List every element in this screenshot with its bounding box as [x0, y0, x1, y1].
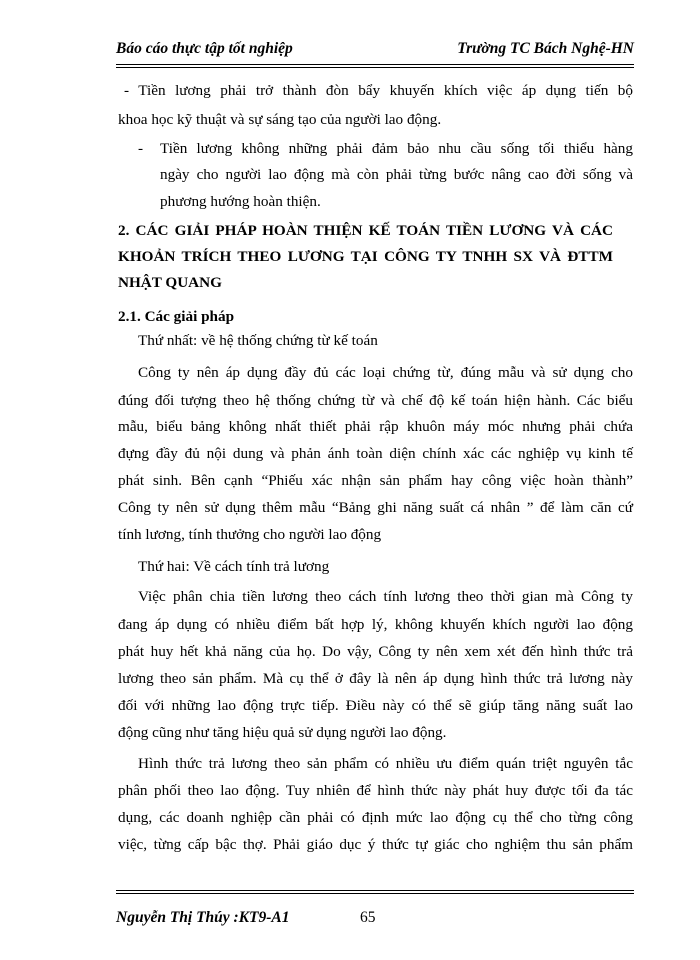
paragraph-3-line-2: phân phối theo lao động. Tuy nhiên để hình thức này phát huy được tối đa tác [118, 782, 633, 799]
paragraph-1-line-1: Công ty nên áp dụng đầy đủ các loại chứng từ, đúng mẫu và sử dụng cho [138, 364, 633, 381]
subsection-2-1-heading: 2.1. Các giải pháp [118, 308, 235, 325]
first-topic-heading: Thứ nhất: về hệ thống chứng từ kế toán [138, 332, 378, 349]
footer-author: Nguyễn Thị Thúy :KT9-A1 [116, 909, 290, 926]
paragraph-1-line-4: đựng đầy đủ nội dung và phản ánh toàn diện chính xác các nghiệp vụ kinh tế [118, 445, 633, 462]
paragraph-2-line-4: lương theo sản phẩm. Mà cụ thể ở đây là nên áp dụng hình thức trả lương này [118, 670, 633, 687]
bullet-2-line-3: phương hướng hoàn thiện. [160, 193, 321, 210]
footer-rule-thin [116, 893, 634, 894]
page-footer [116, 909, 634, 929]
paragraph-2-line-3: phát huy hết khả năng của họ. Do vậy, Công ty nên xem xét đến hình thức trả [118, 643, 633, 660]
paragraph-3-line-4: việc, từng cấp bậc thợ. Phải giáo dục ý thức tự giác cho nghiệm thu sản phẩm [118, 836, 633, 853]
header-rule [116, 64, 634, 65]
paragraph-2-line-5: đối với những lao động trực tiếp. Điều này có thể sẽ giúp tăng năng suất lao [118, 697, 633, 714]
paragraph-1-line-5: phát sinh. Bên cạnh “Phiếu xác nhận sản phẩm hay công việc hoàn thành” [118, 472, 633, 489]
paragraph-2-line-1: Việc phân chia tiền lương theo cách tính lương theo thời gian mà Công ty [138, 588, 633, 605]
paragraph-1-line-7: tính lương, tính thưởng cho người lao động [118, 526, 382, 543]
bullet-2-line-2: ngày cho người lao động mà còn phải từng bước nâng cao đời sống và [160, 166, 633, 183]
section-2-heading-line-1: 2. CÁC GIẢI PHÁP HOÀN THIỆN KẾ TOÁN TIỀN LƯƠNG VÀ CÁC [118, 222, 613, 239]
paragraph-1-line-2: đúng đối tượng theo hệ thống chứng từ và chế độ kế toán hiện hành. Các biểu [118, 392, 633, 409]
page-number: 65 [360, 909, 376, 926]
paragraph-3-line-1: Hình thức trả lương theo sản phẩm có nhiều ưu điểm quán triệt nguyên tắc [138, 755, 633, 772]
header-school-name: Trường TC Bách Nghệ-HN [457, 40, 634, 57]
bullet-2-dash: - [138, 140, 144, 157]
paragraph-1-line-3: mẫu, biểu bảng không nhất thiết phải rập khuôn máy móc nhưng phải chứa [118, 418, 633, 435]
paragraph-1-line-6: Công ty nên sử dụng thêm mẫu “Bảng ghi năng suất cá nhân ” để làm căn cứ [118, 499, 633, 516]
section-2-heading-line-3: NHẬT QUANG [118, 274, 222, 291]
page-header [116, 40, 634, 60]
bullet-2-line-1: Tiền lương không những phải đảm bảo nhu cầu sống tối thiểu hàng [160, 140, 633, 157]
header-rule-thin [116, 67, 634, 68]
bullet-1-line-1: - Tiền lương phải trở thành đòn bẩy khuyến khích việc áp dụng tiến bộ [124, 82, 633, 99]
paragraph-2-line-2: đang áp dụng có nhiều điểm bất hợp lý, không khuyến khích người lao động [118, 616, 633, 633]
footer-rule [116, 890, 634, 891]
paragraph-2-line-6: động cũng như tăng hiệu quả sử dụng người lao động. [118, 724, 447, 741]
paragraph-3-line-3: dụng, các doanh nghiệp cần phải có định mức lao động cụ thể cho từng công [118, 809, 633, 826]
bullet-1-line-2: khoa học kỹ thuật và sự sáng tạo của người lao động. [118, 111, 442, 128]
header-report-title: Báo cáo thực tập tốt nghiệp [116, 40, 293, 57]
section-2-heading-line-2: KHOẢN TRÍCH THEO LƯƠNG TẠI CÔNG TY TNHH SX VÀ ĐTTM [118, 248, 613, 265]
second-topic-heading: Thứ hai: Về cách tính trả lương [138, 558, 330, 575]
